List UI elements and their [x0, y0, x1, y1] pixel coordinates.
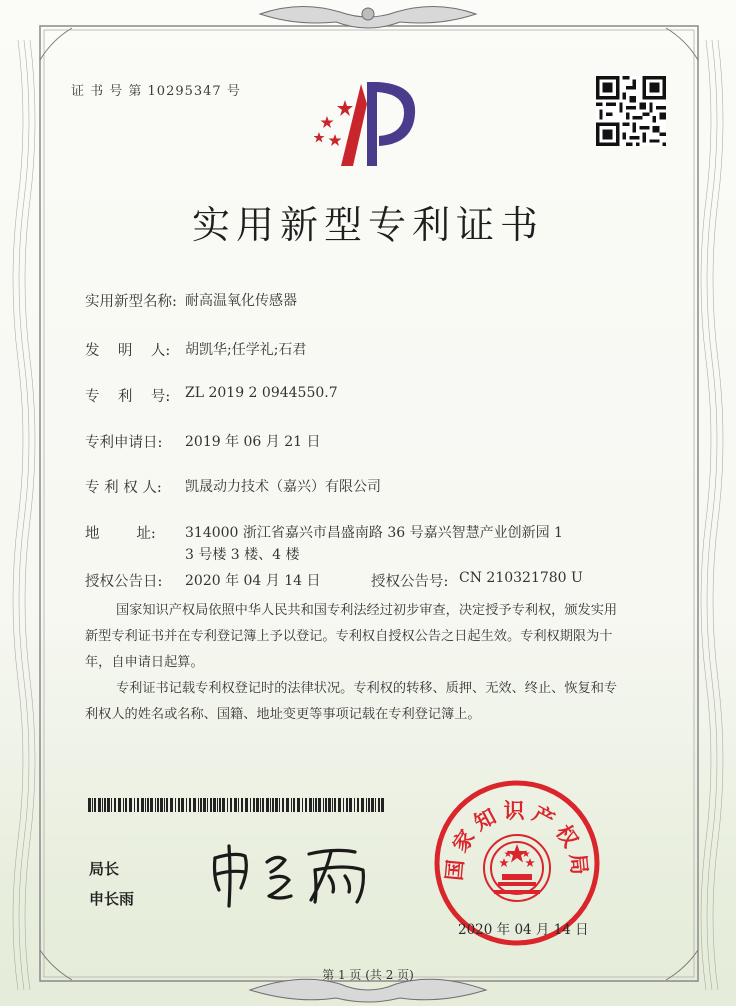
barcode-bar	[293, 798, 295, 812]
patentee-label: 专 利 权 人:	[85, 480, 162, 496]
barcode-bar	[111, 798, 112, 812]
body-paragraph-2-line-2: 利权人的姓名或名称、国籍、地址变更等事项记载在专利登记簿上。	[85, 707, 481, 722]
barcode-bar	[354, 798, 355, 812]
address-line-2: 3 号楼 3 楼、4 楼	[185, 547, 300, 563]
barcode-bar	[175, 798, 176, 812]
barcode-bar	[241, 798, 243, 812]
barcode-bar	[375, 798, 376, 812]
barcode-bar	[381, 798, 384, 812]
barcode-bar	[338, 798, 341, 812]
address-line-1: 314000 浙江省嘉兴市昌盛南路 36 号嘉兴智慧产业创新园 1	[185, 525, 563, 541]
address-label: 地 址:	[85, 526, 156, 542]
barcode-bar	[318, 798, 321, 812]
body-paragraph-2-line-1: 专利证书记载专利权登记时的法律状况。专利权的转移、质押、无效、终止、恢复和专	[116, 681, 618, 696]
barcode-bar	[357, 798, 359, 812]
barcode-bar	[346, 798, 348, 812]
barcode-bar	[157, 798, 159, 812]
barcode-bar	[145, 798, 146, 812]
barcode-bar	[200, 798, 202, 812]
barcode-bar	[302, 798, 303, 812]
barcode-bar	[245, 798, 248, 812]
barcode-bar	[238, 798, 239, 812]
barcode-bar	[270, 798, 271, 812]
barcode-bar	[256, 798, 259, 812]
barcode-bar	[102, 798, 103, 812]
patent-number-label: 专 利 号:	[85, 389, 171, 405]
barcode-bar	[134, 798, 135, 812]
certificate-number: 证 书 号 第 10295347 号	[71, 84, 241, 99]
cnipa-logo-icon	[305, 74, 425, 170]
barcode-bar	[361, 798, 364, 812]
barcode-bar	[207, 798, 208, 812]
barcode-bar	[181, 798, 184, 812]
barcode-bar	[129, 798, 132, 812]
barcode-bar	[227, 798, 228, 812]
barcode-bar	[213, 798, 216, 812]
barcode-bar	[166, 798, 168, 812]
utility-model-name-value: 耐高温氧化传感器	[185, 293, 297, 309]
barcode-bar	[92, 798, 93, 812]
body-paragraph-1-line-2: 新型专利证书并在专利登记簿上予以登记。专利权自授权公告之日起生效。专利权期限为十	[85, 629, 613, 644]
barcode-bar	[104, 798, 106, 812]
barcode-bar	[275, 798, 278, 812]
barcode-bar	[147, 798, 149, 812]
barcode-bar	[94, 798, 96, 812]
barcode-bar	[305, 798, 307, 812]
barcode-bar	[343, 798, 344, 812]
qr-code-icon	[596, 76, 666, 146]
barcode-bar	[313, 798, 314, 812]
barcode-bar	[125, 798, 127, 812]
barcode-bar	[371, 798, 374, 812]
patentee-value: 凯晟动力技术（嘉兴）有限公司	[185, 479, 381, 495]
barcode-bar	[262, 798, 264, 812]
grant-date-label: 授权公告日:	[85, 574, 163, 590]
barcode-bar	[193, 798, 196, 812]
grant-date-value: 2020 年 04 月 14 日	[185, 573, 321, 589]
barcode-bar	[198, 798, 199, 812]
signature-role: 局长	[89, 860, 120, 878]
barcode-bar	[368, 798, 370, 812]
barcode-bar	[315, 798, 317, 812]
barcode-bar	[272, 798, 274, 812]
barcode-bar	[282, 798, 284, 812]
utility-model-name-label: 实用新型名称:	[85, 294, 177, 310]
barcode-bar	[366, 798, 367, 812]
barcode-bar	[137, 798, 139, 812]
barcode-bar	[178, 798, 180, 812]
barcode-bar	[189, 798, 191, 812]
barcode-bar	[297, 798, 300, 812]
body-paragraph-1-line-1: 国家知识产权局依照中华人民共和国专利法经过初步审查，决定授予专利权，颁发实用	[116, 603, 618, 618]
seal-date: 2020 年 04 月 14 日	[458, 922, 589, 938]
barcode-bar	[334, 798, 336, 812]
barcode-bar	[250, 798, 251, 812]
barcode-bar	[118, 798, 121, 812]
barcode-bar	[141, 798, 144, 812]
application-date-label: 专利申请日:	[85, 435, 163, 451]
barcode-bar	[260, 798, 261, 812]
grant-number-label: 授权公告号:	[371, 574, 449, 590]
barcode-bar	[217, 798, 218, 812]
barcode-bar	[186, 798, 187, 812]
barcode-bar	[123, 798, 124, 812]
barcode-bar	[210, 798, 212, 812]
barcode-bar	[286, 798, 289, 812]
barcode-bar	[88, 798, 91, 812]
signature-name: 申长雨	[89, 890, 135, 908]
barcode-bar	[114, 798, 116, 812]
barcode-bar	[160, 798, 163, 812]
grant-number-value: CN 210321780 U	[459, 570, 583, 586]
barcode-bar	[325, 798, 327, 812]
barcode-bar	[234, 798, 237, 812]
page-title: 实用新型专利证书	[191, 203, 544, 247]
barcode-bar	[291, 798, 292, 812]
barcode-bar	[253, 798, 255, 812]
patent-number-value: ZL 2019 2 0944550.7	[185, 385, 338, 401]
barcode-bar	[349, 798, 352, 812]
handwritten-signature	[205, 840, 385, 910]
barcode-bar	[323, 798, 324, 812]
svg-text:国家知识产权局	[441, 798, 593, 882]
barcode	[88, 798, 388, 812]
application-date-value: 2019 年 06 月 21 日	[185, 434, 321, 450]
barcode-bar	[107, 798, 110, 812]
barcode-bar	[98, 798, 101, 812]
barcode-bar	[332, 798, 333, 812]
barcode-bar	[222, 798, 225, 812]
page-number: 第 1 页 (共 2 页)	[322, 968, 414, 982]
body-paragraph-1-line-3: 年，自申请日起算。	[85, 655, 204, 670]
barcode-bar	[309, 798, 312, 812]
barcode-bar	[279, 798, 280, 812]
barcode-bar	[155, 798, 156, 812]
barcode-bar	[203, 798, 206, 812]
barcode-bar	[164, 798, 165, 812]
inventor-value: 胡凯华;任学礼;石君	[185, 342, 307, 358]
inventor-label: 发 明 人:	[85, 343, 171, 359]
barcode-bar	[266, 798, 269, 812]
barcode-bar	[219, 798, 221, 812]
barcode-bar	[328, 798, 331, 812]
barcode-bar	[230, 798, 232, 812]
barcode-bar	[170, 798, 173, 812]
barcode-bar	[378, 798, 380, 812]
barcode-bar	[150, 798, 153, 812]
seal-arc-text: 国家知识产权局	[441, 798, 593, 882]
